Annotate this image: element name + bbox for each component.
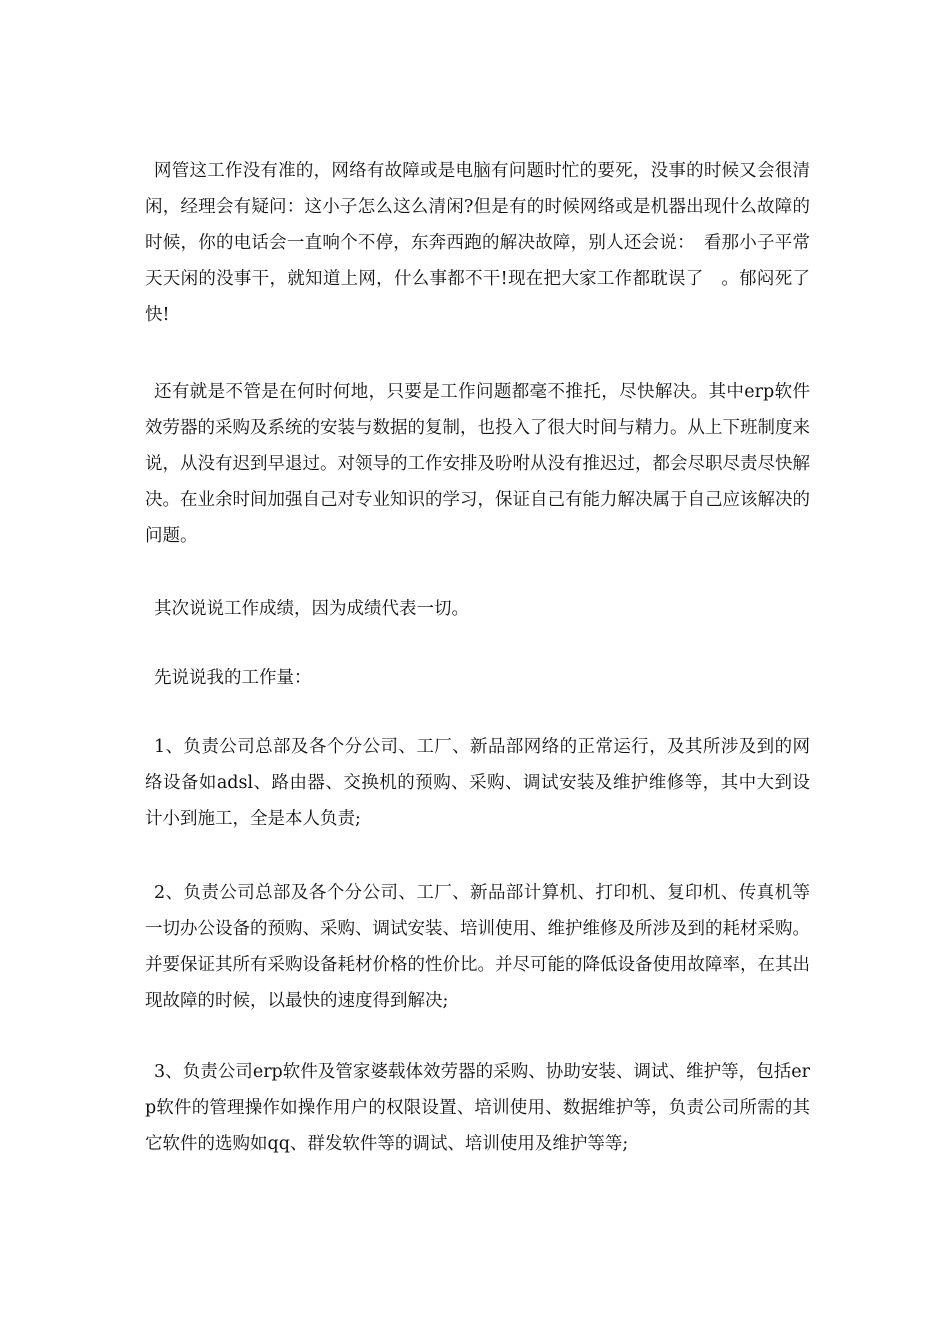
list-item-software-duty: 3、负责公司erp软件及管家婆载体效劳器的采购、协助安装、调试、维护等，包括erp软件的管理操作如操作用户的权限设置、培训使用、数据维护等，负责公司所需的其它软件的选购如qq、群发软件等的调试、培训使用及维护等等; bbox=[145, 1062, 810, 1154]
list-item-network-duty: 1、负责公司总部及各个分公司、工厂、新品部网络的正常运行，及其所涉及到的网络设备如adsl、路由器、交换机的预购、采购、调试安装及维护维修等，其中大到设计小到施工，全是本人负责; bbox=[145, 737, 810, 829]
list-item-office-equipment-duty: 2、负责公司总部及各个分公司、工厂、新品部计算机、打印机、复印机、传真机等一切办公设备的预购、采购、调试安装、培训使用、维护维修及所涉及到的耗材采购。并要保证其所有采购设备耗材价格的性价比。并尽可能的降低设备使用故障率，在其出现故障的时候，以最快的速度得到解决; bbox=[145, 883, 810, 1011]
paragraph-workload-intro: 先说说我的工作量： bbox=[154, 668, 312, 688]
paragraph-work-nature: 网管这工作没有准的，网络有故障或是电脑有问题时忙的要死，没事的时候又会很清闲，经理会有疑问：这小子怎么这么清闲?但是有的时候网络或是机器出现什么故障的时候，你的电话会一直响个不停，东奔西跑的解决故障，别人还会说： 看那小子平常天天闲的没事干，就知道上网，什么事都不干!现在把大家工作都耽误了 。郁闷死了快! bbox=[145, 161, 810, 325]
paragraph-achievements-intro: 其次说说工作成绩，因为成绩代表一切。 bbox=[154, 599, 469, 619]
paragraph-work-attitude: 还有就是不管是在何时何地，只要是工作问题都毫不推托，尽快解决。其中erp软件效劳器的采购及系统的安装与数据的复制，也投入了很大时间与精力。从上下班制度来说，从没有迟到早退过。对领导的工作安排及吩咐从没有推迟过，都会尽职尽责尽快解决。在业余时间加强自己对专业知识的学习，保证自己有能力解决属于自己应该解决的问题。 bbox=[145, 382, 810, 546]
